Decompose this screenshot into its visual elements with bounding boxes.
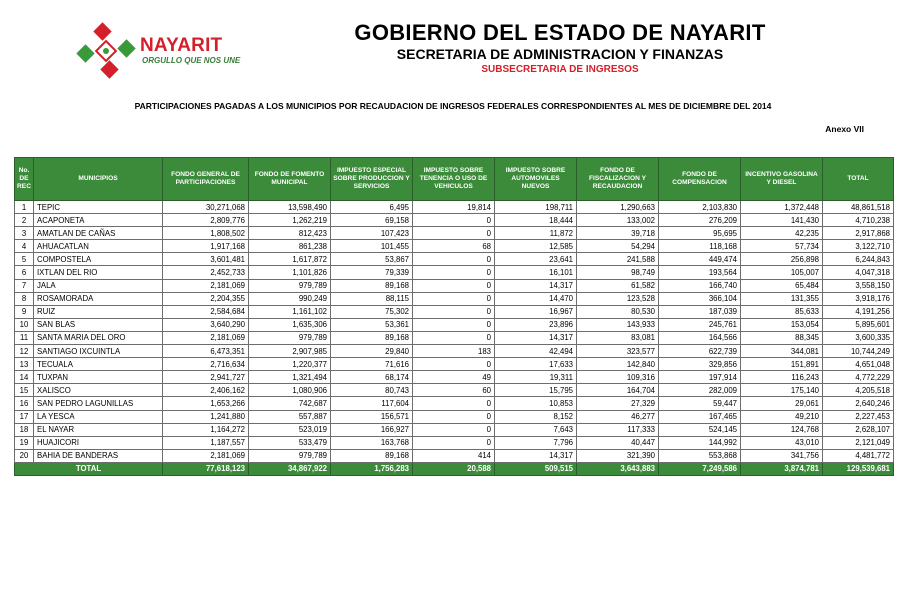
cell-tenencia: 0 [413, 266, 495, 279]
table-row [15, 292, 894, 305]
cell-ffr: 1,290,663 [577, 201, 659, 214]
cell-total: 4,710,238 [823, 214, 894, 227]
cell-no: 9 [15, 305, 34, 318]
cell-tenencia: 0 [413, 331, 495, 344]
cell-total: 4,047,318 [823, 266, 894, 279]
cell-ffm: 1,080,906 [249, 384, 331, 397]
cell-ffm: 1,161,102 [249, 305, 331, 318]
cell-fcomp: 59,447 [659, 397, 741, 410]
cell-fgp: 2,809,776 [163, 214, 249, 227]
cell-fgp: 6,473,351 [163, 345, 249, 358]
cell-igd: 1,372,448 [741, 201, 823, 214]
cell-igd: 341,756 [741, 449, 823, 462]
cell-ffm: 523,019 [249, 423, 331, 436]
cell-tenencia: 60 [413, 384, 495, 397]
cell-municipio: JALA [34, 279, 163, 292]
logo-tagline: ORGULLO QUE NOS UNE [142, 56, 241, 65]
cell-no: 2 [15, 214, 34, 227]
cell-tenencia: 0 [413, 436, 495, 449]
cell-fgp: 2,716,634 [163, 358, 249, 371]
cell-municipio: LA YESCA [34, 410, 163, 423]
cell-ffr: 27,329 [577, 397, 659, 410]
nayarit-emblem-icon [74, 18, 138, 84]
cell-fgp: 1,164,272 [163, 423, 249, 436]
cell-igd: 141,430 [741, 214, 823, 227]
cell-fcomp: 197,914 [659, 371, 741, 384]
table-row [15, 201, 894, 214]
cell-ffr: 98,749 [577, 266, 659, 279]
cell-fgp: 3,601,481 [163, 253, 249, 266]
cell-fgp: 1,241,880 [163, 410, 249, 423]
cell-total: 3,122,710 [823, 240, 894, 253]
cell-municipio: TUXPAN [34, 371, 163, 384]
cell-igd: 151,891 [741, 358, 823, 371]
cell-isan: 198,711 [495, 201, 577, 214]
cell-fgp: 1,808,502 [163, 227, 249, 240]
table-row [15, 449, 894, 462]
col-fgp: FONDO GENERAL DE PARTICIPACIONES [163, 158, 249, 201]
table-row [15, 397, 894, 410]
total-ieps: 1,756,283 [331, 462, 413, 475]
cell-tenencia: 0 [413, 292, 495, 305]
cell-ffm: 990,249 [249, 292, 331, 305]
cell-ffr: 117,333 [577, 423, 659, 436]
cell-fgp: 1,917,168 [163, 240, 249, 253]
cell-isan: 10,853 [495, 397, 577, 410]
cell-fgp: 30,271,068 [163, 201, 249, 214]
cell-igd: 256,898 [741, 253, 823, 266]
table-row [15, 410, 894, 423]
cell-total: 2,917,868 [823, 227, 894, 240]
col-municipio: MUNICIPIOS [34, 158, 163, 201]
cell-ieps: 75,302 [331, 305, 413, 318]
cell-total: 2,640,246 [823, 397, 894, 410]
cell-tenencia: 183 [413, 345, 495, 358]
cell-isan: 23,641 [495, 253, 577, 266]
cell-total: 4,191,256 [823, 305, 894, 318]
cell-tenencia: 0 [413, 358, 495, 371]
cell-fgp: 2,941,727 [163, 371, 249, 384]
table-row [15, 358, 894, 371]
cell-municipio: RUIZ [34, 305, 163, 318]
cell-ffm: 861,238 [249, 240, 331, 253]
cell-ieps: 29,840 [331, 345, 413, 358]
cell-tenencia: 0 [413, 227, 495, 240]
cell-total: 6,244,843 [823, 253, 894, 266]
cell-fgp: 2,584,684 [163, 305, 249, 318]
cell-fgp: 2,181,069 [163, 449, 249, 462]
cell-fgp: 2,181,069 [163, 331, 249, 344]
cell-total: 3,558,150 [823, 279, 894, 292]
participaciones-table [14, 157, 894, 476]
cell-ieps: 80,743 [331, 384, 413, 397]
cell-ffr: 164,704 [577, 384, 659, 397]
cell-ffm: 557,887 [249, 410, 331, 423]
cell-ieps: 101,455 [331, 240, 413, 253]
cell-ffr: 143,933 [577, 318, 659, 331]
cell-fcomp: 276,209 [659, 214, 741, 227]
cell-ffm: 979,789 [249, 331, 331, 344]
cell-igd: 105,007 [741, 266, 823, 279]
total-fgp: 77,618,123 [163, 462, 249, 475]
cell-tenencia: 0 [413, 423, 495, 436]
table-row [15, 214, 894, 227]
cell-fcomp: 166,740 [659, 279, 741, 292]
cell-fcomp: 282,009 [659, 384, 741, 397]
cell-municipio: IXTLAN DEL RIO [34, 266, 163, 279]
cell-fgp: 2,452,733 [163, 266, 249, 279]
cell-municipio: AHUACATLAN [34, 240, 163, 253]
cell-ffm: 812,423 [249, 227, 331, 240]
cell-no: 12 [15, 345, 34, 358]
cell-ieps: 89,168 [331, 449, 413, 462]
cell-tenencia: 414 [413, 449, 495, 462]
cell-municipio: SAN BLAS [34, 318, 163, 331]
cell-ffm: 1,635,306 [249, 318, 331, 331]
cell-fcomp: 2,103,830 [659, 201, 741, 214]
cell-isan: 16,967 [495, 305, 577, 318]
cell-ieps: 88,115 [331, 292, 413, 305]
cell-municipio: HUAJICORI [34, 436, 163, 449]
cell-no: 7 [15, 279, 34, 292]
cell-no: 14 [15, 371, 34, 384]
cell-no: 4 [15, 240, 34, 253]
cell-total: 2,227,453 [823, 410, 894, 423]
cell-municipio: ROSAMORADA [34, 292, 163, 305]
cell-fcomp: 245,761 [659, 318, 741, 331]
cell-municipio: AMATLAN DE CAÑAS [34, 227, 163, 240]
cell-isan: 14,317 [495, 279, 577, 292]
col-ieps: IMPUESTO ESPECIAL SOBRE PRODUCCION Y SERVICIOS [331, 158, 413, 201]
cell-isan: 18,444 [495, 214, 577, 227]
table-row [15, 345, 894, 358]
cell-ffr: 142,840 [577, 358, 659, 371]
cell-igd: 57,734 [741, 240, 823, 253]
cell-ieps: 69,158 [331, 214, 413, 227]
cell-fgp: 2,204,355 [163, 292, 249, 305]
cell-igd: 124,768 [741, 423, 823, 436]
cell-ffr: 61,582 [577, 279, 659, 292]
total-label: TOTAL [15, 462, 163, 475]
cell-ffr: 123,528 [577, 292, 659, 305]
cell-no: 10 [15, 318, 34, 331]
cell-fgp: 2,406,162 [163, 384, 249, 397]
cell-isan: 8,152 [495, 410, 577, 423]
cell-ffr: 40,447 [577, 436, 659, 449]
cell-municipio: EL NAYAR [34, 423, 163, 436]
cell-no: 3 [15, 227, 34, 240]
cell-ffr: 54,294 [577, 240, 659, 253]
cell-fcomp: 524,145 [659, 423, 741, 436]
cell-fgp: 3,640,290 [163, 318, 249, 331]
table-row [15, 240, 894, 253]
cell-municipio: XALISCO [34, 384, 163, 397]
cell-ffm: 1,101,826 [249, 266, 331, 279]
cell-no: 8 [15, 292, 34, 305]
cell-ffm: 1,220,377 [249, 358, 331, 371]
cell-tenencia: 0 [413, 397, 495, 410]
cell-isan: 42,494 [495, 345, 577, 358]
cell-total: 48,861,518 [823, 201, 894, 214]
cell-ffm: 1,617,872 [249, 253, 331, 266]
total-tenencia: 20,588 [413, 462, 495, 475]
report-subtitle: PARTICIPACIONES PAGADAS A LOS MUNICIPIOS POR RECAUDACION DE INGRESOS FEDERALES CORRESPONDIENTES AL MES DE DICIEMBRE DEL 2014 [134, 101, 772, 111]
cell-ffm: 742,687 [249, 397, 331, 410]
cell-tenencia: 49 [413, 371, 495, 384]
cell-total: 5,895,601 [823, 318, 894, 331]
cell-ffm: 2,907,985 [249, 345, 331, 358]
cell-no: 15 [15, 384, 34, 397]
cell-fgp: 2,181,069 [163, 279, 249, 292]
cell-no: 6 [15, 266, 34, 279]
secretaria-title: SECRETARIA DE ADMINISTRACION Y FINANZAS [396, 46, 724, 62]
total-ffm: 34,867,922 [249, 462, 331, 475]
cell-ffm: 979,789 [249, 449, 331, 462]
cell-ieps: 107,423 [331, 227, 413, 240]
header-row [15, 158, 894, 201]
cell-igd: 88,345 [741, 331, 823, 344]
cell-ieps: 53,361 [331, 318, 413, 331]
table-row [15, 436, 894, 449]
cell-igd: 49,210 [741, 410, 823, 423]
cell-ieps: 166,927 [331, 423, 413, 436]
cell-ffm: 13,598,490 [249, 201, 331, 214]
cell-no: 16 [15, 397, 34, 410]
annex-label: Anexo VII [825, 124, 864, 134]
cell-isan: 12,585 [495, 240, 577, 253]
cell-fcomp: 329,856 [659, 358, 741, 371]
col-ffr: FONDO DE FISCALIZACION Y RECAUDACION [577, 158, 659, 201]
cell-ieps: 79,339 [331, 266, 413, 279]
table-row [15, 253, 894, 266]
cell-total: 3,600,335 [823, 331, 894, 344]
cell-ffm: 1,321,494 [249, 371, 331, 384]
cell-municipio: TEPIC [34, 201, 163, 214]
cell-ieps: 89,168 [331, 279, 413, 292]
cell-tenencia: 0 [413, 318, 495, 331]
logo-name: NAYARIT [140, 35, 223, 56]
cell-isan: 16,101 [495, 266, 577, 279]
cell-ieps: 6,495 [331, 201, 413, 214]
cell-total: 2,121,049 [823, 436, 894, 449]
cell-no: 5 [15, 253, 34, 266]
cell-ffr: 321,390 [577, 449, 659, 462]
cell-ieps: 163,768 [331, 436, 413, 449]
cell-isan: 14,317 [495, 449, 577, 462]
cell-ffr: 109,316 [577, 371, 659, 384]
cell-fcomp: 95,695 [659, 227, 741, 240]
cell-fcomp: 144,992 [659, 436, 741, 449]
cell-isan: 11,872 [495, 227, 577, 240]
cell-no: 19 [15, 436, 34, 449]
cell-total: 4,651,048 [823, 358, 894, 371]
table-row [15, 371, 894, 384]
cell-isan: 7,796 [495, 436, 577, 449]
table-row [15, 305, 894, 318]
col-ffm: FONDO DE FOMENTO MUNICIPAL [249, 158, 331, 201]
cell-fcomp: 164,566 [659, 331, 741, 344]
cell-ffr: 241,588 [577, 253, 659, 266]
total-isan: 509,515 [495, 462, 577, 475]
cell-tenencia: 0 [413, 214, 495, 227]
nayarit-logo [74, 18, 249, 84]
table-body [15, 201, 894, 463]
cell-fgp: 1,187,557 [163, 436, 249, 449]
cell-ffr: 133,002 [577, 214, 659, 227]
total-total: 129,539,681 [823, 462, 894, 475]
cell-ieps: 89,168 [331, 331, 413, 344]
cell-ieps: 71,616 [331, 358, 413, 371]
cell-municipio: ACAPONETA [34, 214, 163, 227]
cell-fgp: 1,653,266 [163, 397, 249, 410]
cell-no: 13 [15, 358, 34, 371]
col-tenencia: IMPUESTO SOBRE TENENCIA O USO DE VEHICULOS [413, 158, 495, 201]
cell-igd: 344,081 [741, 345, 823, 358]
cell-municipio: SANTIAGO IXCUINTLA [34, 345, 163, 358]
cell-tenencia: 19,814 [413, 201, 495, 214]
total-ffr: 3,643,883 [577, 462, 659, 475]
cell-fcomp: 187,039 [659, 305, 741, 318]
cell-tenencia: 0 [413, 305, 495, 318]
cell-ffr: 46,277 [577, 410, 659, 423]
col-no: No. DE REC [15, 158, 34, 201]
cell-no: 1 [15, 201, 34, 214]
government-title: GOBIERNO DEL ESTADO DE NAYARIT [354, 20, 766, 45]
total-row [15, 462, 894, 475]
col-total: TOTAL [823, 158, 894, 201]
cell-ffm: 1,262,219 [249, 214, 331, 227]
cell-fcomp: 449,474 [659, 253, 741, 266]
col-isan: IMPUESTO SOBRE AUTOMOVILES NUEVOS [495, 158, 577, 201]
cell-isan: 15,795 [495, 384, 577, 397]
cell-ieps: 68,174 [331, 371, 413, 384]
table-row [15, 384, 894, 397]
cell-fcomp: 622,739 [659, 345, 741, 358]
cell-ffr: 39,718 [577, 227, 659, 240]
cell-fcomp: 118,168 [659, 240, 741, 253]
cell-tenencia: 68 [413, 240, 495, 253]
cell-ffr: 83,081 [577, 331, 659, 344]
total-fcomp: 7,249,586 [659, 462, 741, 475]
table-row [15, 279, 894, 292]
cell-total: 4,205,518 [823, 384, 894, 397]
cell-tenencia: 0 [413, 253, 495, 266]
cell-igd: 116,243 [741, 371, 823, 384]
subsecretaria-title: SUBSECRETARIA DE INGRESOS [481, 64, 639, 75]
cell-fcomp: 366,104 [659, 292, 741, 305]
table-row [15, 266, 894, 279]
cell-municipio: COMPOSTELA [34, 253, 163, 266]
cell-total: 10,744,249 [823, 345, 894, 358]
table-row [15, 423, 894, 436]
cell-igd: 85,633 [741, 305, 823, 318]
cell-isan: 14,470 [495, 292, 577, 305]
cell-no: 17 [15, 410, 34, 423]
cell-fcomp: 167,465 [659, 410, 741, 423]
cell-total: 3,918,176 [823, 292, 894, 305]
cell-total: 2,628,107 [823, 423, 894, 436]
cell-ffm: 533,479 [249, 436, 331, 449]
cell-no: 20 [15, 449, 34, 462]
cell-no: 18 [15, 423, 34, 436]
cell-igd: 175,140 [741, 384, 823, 397]
cell-isan: 19,311 [495, 371, 577, 384]
total-igd: 3,874,781 [741, 462, 823, 475]
cell-igd: 29,061 [741, 397, 823, 410]
cell-fcomp: 193,564 [659, 266, 741, 279]
cell-total: 4,772,229 [823, 371, 894, 384]
cell-ieps: 53,867 [331, 253, 413, 266]
cell-isan: 17,633 [495, 358, 577, 371]
cell-municipio: SAN PEDRO LAGUNILLAS [34, 397, 163, 410]
col-fcomp: FONDO DE COMPENSACION [659, 158, 741, 201]
table-row [15, 227, 894, 240]
cell-igd: 42,235 [741, 227, 823, 240]
cell-isan: 14,317 [495, 331, 577, 344]
cell-isan: 23,896 [495, 318, 577, 331]
cell-municipio: SANTA MARIA DEL ORO [34, 331, 163, 344]
cell-tenencia: 0 [413, 279, 495, 292]
cell-igd: 65,484 [741, 279, 823, 292]
cell-municipio: TECUALA [34, 358, 163, 371]
cell-ieps: 156,571 [331, 410, 413, 423]
cell-igd: 153,054 [741, 318, 823, 331]
cell-no: 11 [15, 331, 34, 344]
cell-igd: 43,010 [741, 436, 823, 449]
table-row [15, 331, 894, 344]
cell-municipio: BAHIA DE BANDERAS [34, 449, 163, 462]
col-igd: INCENTIVO GASOLINA Y DIESEL [741, 158, 823, 201]
cell-tenencia: 0 [413, 410, 495, 423]
cell-ffr: 323,577 [577, 345, 659, 358]
cell-ffm: 979,789 [249, 279, 331, 292]
cell-total: 4,481,772 [823, 449, 894, 462]
table-row [15, 318, 894, 331]
cell-ieps: 117,604 [331, 397, 413, 410]
cell-igd: 131,355 [741, 292, 823, 305]
cell-isan: 7,643 [495, 423, 577, 436]
cell-fcomp: 553,868 [659, 449, 741, 462]
cell-ffr: 80,530 [577, 305, 659, 318]
